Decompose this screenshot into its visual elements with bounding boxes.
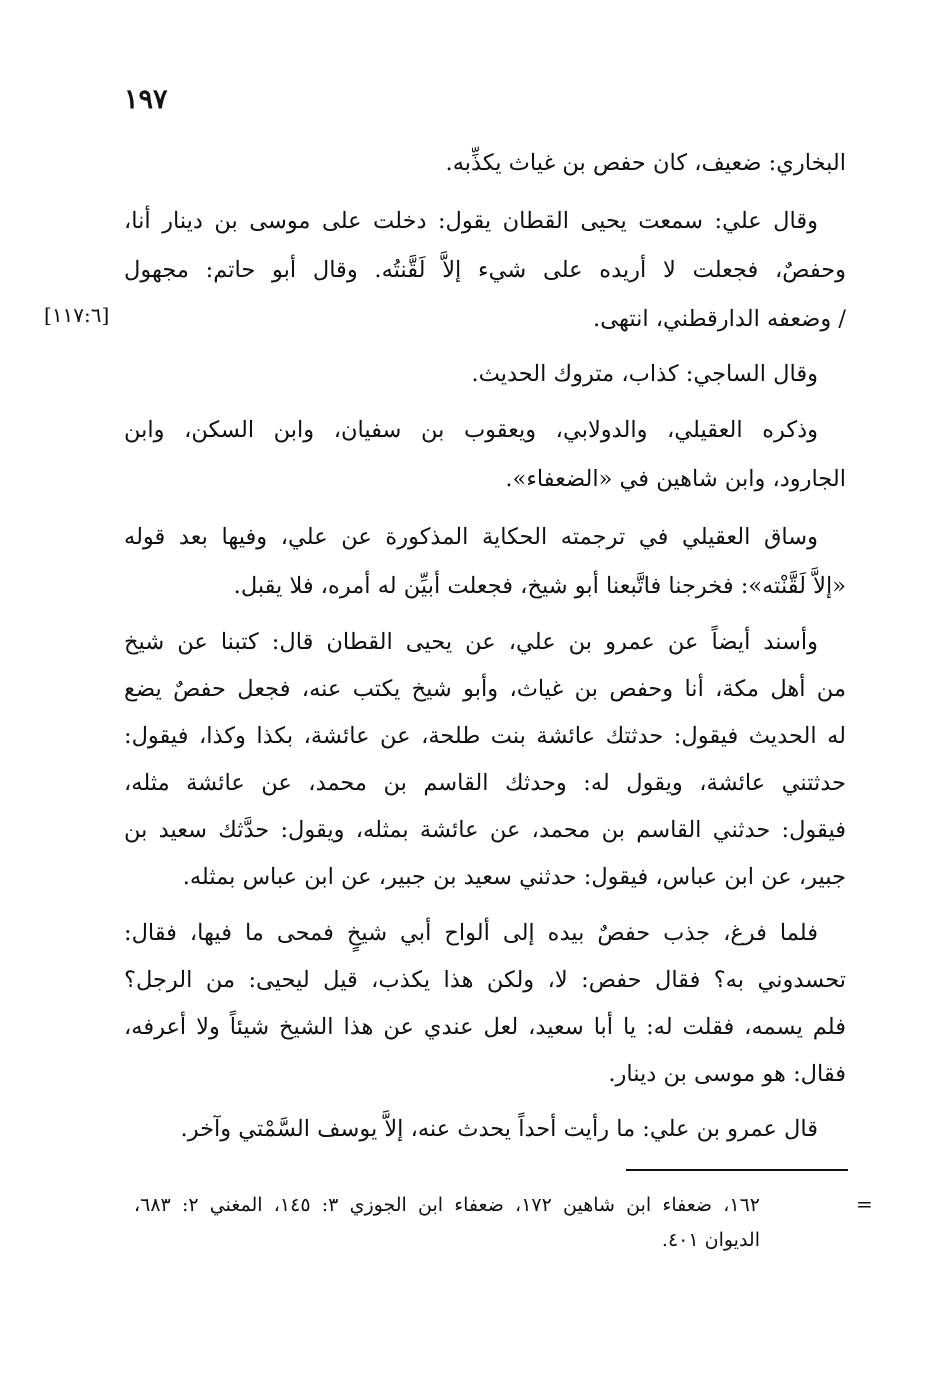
text-line: الجارود، وابن شاهين في «الضعفاء». xyxy=(505,466,846,492)
text-line: وساق العقيلي في ترجمته الحكاية المذكورة عن علي، وفيها بعد قوله xyxy=(124,524,818,550)
footnote-divider xyxy=(626,1169,848,1171)
text-line: فيقول: حدثني القاسم بن محمد، عن عائشة بمثله، ويقول: حدَّثك سعيد بن xyxy=(124,817,846,843)
footnote-line: الديوان ٤٠١. xyxy=(661,1229,760,1251)
text-line: وقال علي: سمعت يحيى القطان يقول: دخلت على موسى بن دينار أنا، xyxy=(124,208,818,234)
text-line: البخاري: ضعيف، كان حفص بن غياث يكذِّبه. xyxy=(445,150,846,176)
text-line: فلما فرغ، جذب حفصٌ بيده إلى ألواح أبي شيخٍ فمحى ما فيها، فقال: xyxy=(124,920,818,946)
margin-reference: [١١٧:٦] xyxy=(44,303,110,327)
text-line: وذكره العقيلي، والدولابي، ويعقوب بن سفيان، وابن السكن، وابن xyxy=(124,417,818,443)
footnote-line: ١٦٢، ضعفاء ابن شاهين ١٧٢، ضعفاء ابن الجوزي ٣: ١٤٥، المغني ٢: ٦٨٣، xyxy=(134,1194,760,1216)
footnote-continuation-marker: = xyxy=(856,1192,873,1216)
text-line: قال عمرو بن علي: ما رأيت أحداً يحدث عنه، إلاَّ يوسف السَّمْتي وآخر. xyxy=(180,1116,818,1142)
text-line: حدثتني عائشة، ويقول له: وحدثك القاسم بن محمد، عن عائشة مثله، xyxy=(124,770,846,796)
text-line: فلم يسمه، فقلت له: يا أبا سعيد، لعل عندي عن هذا الشيخ شيئاً ولا أعرفه، xyxy=(124,1014,846,1040)
text-line: «إلاَّ لَقَّنْته»: فخرجنا فاتَّبعنا أبو شيخ، فجعلت أبيِّن له أمره، فلا يقبل. xyxy=(233,573,846,599)
text-line: تحسدوني به؟ فقال حفص: لا، ولكن هذا يكذب، قيل ليحيى: من الرجل؟ xyxy=(124,967,846,993)
text-line: / وضعفه الدارقطني، انتهى. xyxy=(593,306,846,332)
text-line: جبير، عن ابن عباس، فيقول: حدثني سعيد بن جبير، عن ابن عباس بمثله. xyxy=(182,864,846,890)
text-line: له الحديث فيقول: حدثتك عائشة بنت طلحة، عن عائشة، بكذا وكذا، فيقول: xyxy=(124,723,846,749)
page-number: ١٩٧ xyxy=(124,84,168,115)
text-line: من أهل مكة، أنا وحفص بن غياث، وأبو شيخ يكتب عنه، فجعل حفصٌ يضع xyxy=(124,676,846,702)
text-line: وحفصٌ، فجعلت لا أريده على شيء إلاَّ لَقَّنتُه. وقال أبو حاتم: مجهول xyxy=(124,257,846,283)
text-line: وقال الساجي: كذاب، متروك الحديث. xyxy=(471,361,818,387)
text-line: وأسند أيضاً عن عمرو بن علي، عن يحيى القطان قال: كتبنا عن شيخ xyxy=(124,629,818,655)
text-line: فقال: هو موسى بن دينار. xyxy=(608,1061,846,1087)
